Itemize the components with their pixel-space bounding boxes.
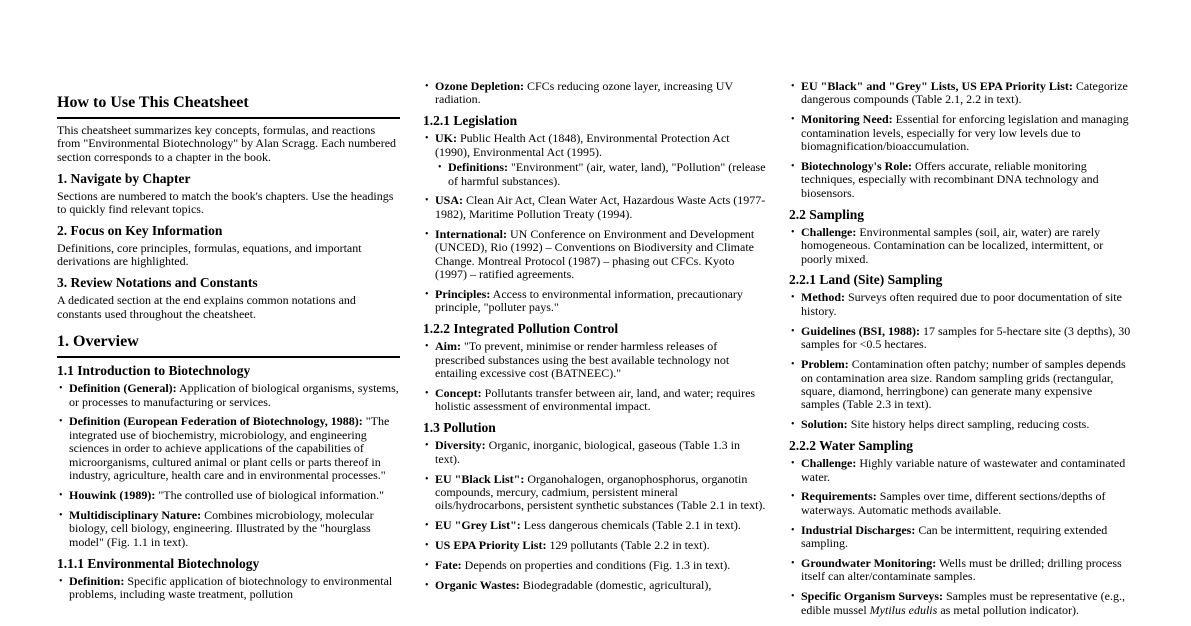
bullet-text: Categorize dangerous compounds (Table 2.1, 2.2 in text). bbox=[801, 80, 1128, 107]
bullet-label: Definition (European Federation of Biotechnology, 1988): bbox=[69, 414, 363, 429]
italic-species-name: Mytilus edulis bbox=[869, 602, 938, 617]
section-heading: 1. Overview bbox=[57, 333, 400, 358]
bullet-label: EU "Black" and "Grey" Lists, US EPA Priority List: bbox=[801, 80, 1073, 93]
bullet-item bbox=[57, 489, 400, 502]
bullet-text: Highly variable nature of wastewater and contaminated water. bbox=[801, 456, 1126, 484]
bullet-text: 129 pollutants (Table 2.2 in text). bbox=[546, 538, 710, 553]
bullet-text: Samples over time, different sections/depths of waterways. Automatic methods available. bbox=[801, 489, 1106, 517]
column-3 bbox=[789, 80, 1132, 626]
bullet-item bbox=[423, 132, 766, 159]
bullet-label: Definition (General): bbox=[69, 381, 177, 396]
bullet-label: Principles: bbox=[435, 286, 491, 301]
paragraph: Definitions, core principles, formulas, equations, and important derivations are highlighted. bbox=[57, 241, 362, 269]
sub-heading: 3. Review Notations and Constants bbox=[57, 275, 258, 291]
bullet-label: Guidelines (BSI, 1988): bbox=[801, 323, 921, 338]
bullet-text-segment: as metal pollution indicator). bbox=[937, 602, 1079, 617]
bullet-label: UK: bbox=[435, 131, 457, 146]
bullet-item bbox=[423, 559, 766, 572]
bullet-text: "The integrated use of biochemistry, microbiology, and engineering sciences in order to achieve applications of the capabilities of microorganisms, cultured animal or plant cells or parts thereof in industry, agriculture, health care and in environmental processes." bbox=[69, 414, 390, 483]
bullet-item bbox=[789, 113, 1132, 153]
bullet-label: Concept: bbox=[435, 385, 482, 400]
bullet-label: Groundwater Monitoring: bbox=[801, 556, 937, 571]
bullet-label: Problem: bbox=[801, 357, 849, 372]
bullet-text: "Environment" (air, water, land), "Pollution" (release of harmful substances). bbox=[448, 160, 766, 188]
bullet-text: Essential for enforcing legislation and managing contamination levels, especially for very low levels due to biomagnification/bioaccumulation. bbox=[801, 112, 1129, 154]
bullet-item bbox=[57, 509, 400, 549]
bullet-item bbox=[436, 161, 766, 188]
sub-heading: 1.2.2 Integrated Pollution Control bbox=[423, 321, 619, 337]
bullet-text: 17 samples for 5-hectare site (3 depths), 30 samples for <0.5 hectares. bbox=[801, 323, 1131, 352]
bullet-label: Method: bbox=[801, 290, 845, 305]
paragraph: Sections are numbered to match the book's chapters. Use the headings to quickly find relevant topics. bbox=[57, 188, 394, 217]
bullet-item bbox=[789, 226, 1132, 266]
bullet-label: Biotechnology's Role: bbox=[801, 159, 912, 174]
bullet-text: Contamination often patchy; number of samples depends on contamination area size. Random sampling grids (rectangular, square, diamond, herringbone) can generate many expensive samples (Table 2.3 in text). bbox=[801, 357, 1126, 412]
bullet-item bbox=[789, 291, 1132, 318]
sub-heading: 1. Navigate by Chapter bbox=[57, 170, 191, 186]
bullet-label: Monitoring Need: bbox=[801, 112, 893, 127]
bullet-item bbox=[789, 457, 1132, 484]
bullet-label: International: bbox=[435, 226, 507, 241]
bullet-item bbox=[423, 194, 766, 221]
bullet-text: UN Conference on Environment and Development (UNCED), Rio (1992) – Conventions on Biodiversity and Climate Change. Montreal Protocol (1987) – phasing out CFCs. Kyoto (1997) – ratified agreements. bbox=[435, 226, 755, 281]
bullet-item bbox=[789, 418, 1132, 431]
bullet-item bbox=[423, 539, 766, 552]
bullet-item bbox=[789, 557, 1132, 584]
bullet-label: US EPA Priority List: bbox=[435, 538, 547, 553]
bullet-item bbox=[789, 358, 1132, 412]
column-1 bbox=[57, 80, 400, 626]
sub-heading: 2. Focus on Key Information bbox=[57, 223, 223, 239]
sub-heading: 2.2 Sampling bbox=[789, 206, 865, 222]
bullet-item bbox=[423, 387, 766, 414]
bullet-text: Wells must be drilled; drilling process itself can alter/contaminate samples. bbox=[801, 556, 1122, 584]
sub-heading: 1.2.1 Legislation bbox=[423, 113, 518, 129]
bullet-text: Biodegradable (domestic, agricultural), bbox=[519, 577, 712, 592]
sub-heading: 2.2.1 Land (Site) Sampling bbox=[789, 272, 943, 288]
bullet-item bbox=[423, 340, 766, 380]
bullet-label: Requirements: bbox=[801, 489, 877, 504]
bullet-label: EU "Grey List": bbox=[435, 518, 521, 533]
bullet-label: Challenge: bbox=[801, 224, 857, 239]
bullet-text: Surveys often required due to poor documentation of site history. bbox=[801, 290, 1122, 318]
bullet-text: Organic, inorganic, biological, gaseous (Table 1.3 in text). bbox=[435, 438, 740, 466]
bullet-label: Specific Organism Surveys: bbox=[801, 589, 943, 604]
bullet-text: Depends on properties and conditions (Fig. 1.3 in text). bbox=[461, 558, 731, 573]
bullet-label: Industrial Discharges: bbox=[801, 522, 916, 537]
sub-heading: 2.2.2 Water Sampling bbox=[789, 438, 914, 454]
sub-heading: 1.1.1 Environmental Biotechnology bbox=[57, 555, 260, 571]
bullet-item bbox=[789, 160, 1132, 200]
bullet-text: Site history helps direct sampling, reducing costs. bbox=[847, 417, 1090, 432]
bullet-label: Diversity: bbox=[435, 438, 486, 453]
bullet-item bbox=[423, 519, 766, 532]
bullet-text: Application of biological organisms, systems, or processes to manufacturing or services. bbox=[69, 381, 399, 409]
bullet-label: Fate: bbox=[435, 558, 462, 573]
bullet-label: Ozone Depletion: bbox=[435, 80, 524, 93]
bullet-text: CFCs reducing ozone layer, increasing UV radiation. bbox=[435, 80, 733, 107]
bullet-item bbox=[423, 579, 766, 592]
bullet-item bbox=[789, 490, 1132, 517]
bullet-item bbox=[423, 228, 766, 282]
bullet-item bbox=[789, 524, 1132, 551]
bullet-item bbox=[423, 288, 766, 315]
bullet-item bbox=[423, 439, 766, 466]
bullet-label: Organic Wastes: bbox=[435, 577, 520, 592]
bullet-text-segment: Samples must be representative (e.g., edible mussel bbox=[801, 589, 1125, 617]
bullet-text: Public Health Act (1848), Environmental Protection Act (1990), Environmental Act (1995). bbox=[435, 131, 730, 159]
bullet-text: Access to environmental information, precautionary principle, "polluter pays." bbox=[435, 286, 743, 315]
sub-heading: 1.1 Introduction to Biotechnology bbox=[57, 363, 251, 379]
bullet-label: USA: bbox=[435, 193, 464, 208]
bullet-item bbox=[423, 473, 766, 513]
bullet-item bbox=[423, 80, 766, 107]
sub-heading: 1.3 Pollution bbox=[423, 420, 496, 436]
bullet-text: Environmental samples (soil, air, water) are rarely homogeneous. Contamination can be localized, intermittent, or poorly mixed. bbox=[801, 224, 1104, 266]
bullet-item bbox=[789, 325, 1132, 352]
bullet-item bbox=[57, 415, 400, 482]
bullet-text: "The controlled use of biological information." bbox=[155, 488, 385, 502]
bullet-item bbox=[789, 80, 1132, 107]
bullet-text: Specific application of biotechnology to environmental problems, including waste treatment, pollution bbox=[69, 573, 393, 602]
bullet-text: "To prevent, minimise or render harmless releases of prescribed substances using the best available technology not entailing excessive cost (BATNEEC)." bbox=[435, 339, 730, 380]
column-2 bbox=[423, 80, 766, 626]
bullet-label: Multidisciplinary Nature: bbox=[69, 507, 202, 522]
bullet-item bbox=[57, 575, 400, 602]
bullet-item bbox=[789, 590, 1132, 617]
bullet-text: Organohalogen, organophosphorus, organotin compounds, mercury, cadmium, persistent mineral oils/hydrocarbons, persistent synthetic substances (Table 2.1 in text). bbox=[435, 471, 766, 513]
bullet-label: Houwink (1989): bbox=[69, 488, 156, 502]
bullet-text: Clean Air Act, Clean Water Act, Hazardous Waste Acts (1977-1982), Maritime Pollution Treaty (1994). bbox=[435, 193, 766, 221]
bullet-text: Pollutants transfer between air, land, and water; requires holistic assessment of environmental impact. bbox=[435, 385, 756, 414]
bullet-text: Offers accurate, reliable monitoring techniques, especially with recombinant DNA technology and biosensors. bbox=[801, 159, 1099, 200]
bullet-label: Solution: bbox=[801, 417, 848, 432]
paragraph: A dedicated section at the end explains common notations and constants used throughout the cheatsheet. bbox=[57, 293, 356, 321]
bullet-label: Aim: bbox=[435, 339, 461, 354]
paragraph: This cheatsheet summarizes key concepts, formulas, and reactions from "Environmental Biotechnology" by Alan Scragg. Each numbered section corresponds to a chapter in the book. bbox=[57, 123, 397, 164]
bullet-label: Challenge: bbox=[801, 456, 857, 471]
bullet-text: Can be intermittent, requiring extended sampling. bbox=[801, 522, 1108, 551]
bullet-label: Definition: bbox=[69, 573, 125, 588]
bullet-item bbox=[57, 382, 400, 409]
bullet-label: Definitions: bbox=[448, 160, 508, 175]
bullet-label: EU "Black List": bbox=[435, 471, 525, 486]
bullet-text: Combines microbiology, molecular biology, cell biology, engineering. Illustrated by the "hourglass model" (Fig. 1.1 in text). bbox=[69, 507, 374, 549]
section-heading: How to Use This Cheatsheet bbox=[57, 94, 400, 119]
bullet-text: Less dangerous chemicals (Table 2.1 in text). bbox=[520, 518, 741, 533]
